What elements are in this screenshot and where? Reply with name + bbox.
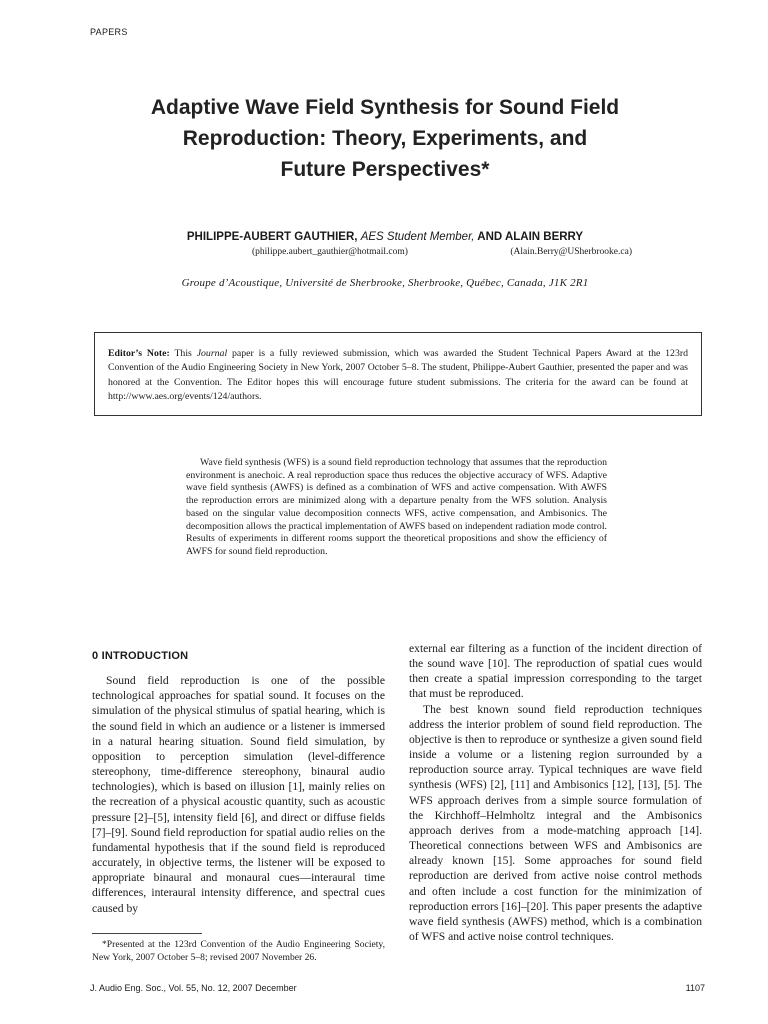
abstract-text: Wave field synthesis (WFS) is a sound field reproduction technology that assumes that the reproduction environment is anechoic. A real reproduction space thus reduces the objective accuracy of WFS. Adaptive wave field synthesis (AWFS) is defined as a combination of WFS and active compensation. With AWFS the reproduction errors are minimized along with a departure penalty from the WFS solution. Analysis based on the singular value decomposition connects WFS, active compensation, and Ambisonics. The decomposition allows the practical implementation of AWFS based on independent radiation mode control. Results of experiments in different rooms support the theoretical propositions and show the efficiency of AWFS for sound field reproduction. — [186, 457, 607, 557]
editors-note-label: Editor’s Note: — [108, 348, 170, 359]
running-head: PAPERS — [90, 27, 128, 37]
editors-note-journal: Journal — [196, 348, 228, 359]
institution: Groupe d’Acoustique, Université de Sherbrooke, Sherbrooke, Québec, Canada, J1K 2R1 — [181, 277, 589, 289]
left-column — [92, 641, 385, 916]
editors-note-pre: This — [174, 348, 192, 359]
author-1: PHILIPPE-AUBERT GAUTHIER, — [186, 231, 358, 243]
author-2: AND ALAIN BERRY — [477, 231, 584, 243]
abstract — [186, 457, 607, 559]
paper-title — [90, 92, 680, 185]
author-1-email: (philippe.aubert_gauthier@hotmail.com) — [252, 247, 408, 257]
right-column — [409, 641, 702, 944]
footnote-divider — [92, 933, 202, 934]
footnote: *Presented at the 123rd Convention of the Audio Engineering Society, New York, 2007 October 5–8; revised 2007 November 26. — [92, 939, 385, 963]
title-line-3: Future Perspectives* — [280, 158, 490, 181]
author-1-membership: AES Student Member, — [360, 231, 475, 243]
intro-paragraph-continuation: external ear filtering as a function of the incident direction of the sound wave [10]. The reproduction of spatial cues would then create a spatial impression corresponding to the target that must be reproduced. — [409, 642, 702, 701]
author-2-email: (Alain.Berry@USherbrooke.ca) — [510, 247, 632, 257]
title-line-2: Reproduction: Theory, Experiments, and — [182, 127, 588, 150]
page-number: 1107 — [685, 983, 705, 993]
editors-note-box — [94, 332, 702, 416]
intro-paragraph-1: Sound field reproduction is one of the possible technological approaches for spatial sound. It focuses on the simulation of the physical stimulus of spatial hearing, which is the sound field in which an audience or a listener is immersed in a natural hearing situation. Sound field simulation, by opposition to perception simulation (level-difference stereophony, time-difference stereophony, binaural audio technologies), which is based on illusion [1], mainly relies on the recreation of a physical acoustic quantity, such as acoustic pressure [2]–[5], intensity field [6], and direct or diffuse fields [7]–[9]. Sound field reproduction for spatial audio relies on the fundamental hypothesis that if the sound field is reproduced accurately, in objective terms, the listener will be exposed to appropriate binaural and monaural cues—interaural time differences, interaural intensity difference, and spectral cues caused by — [92, 674, 385, 915]
footer-citation: J. Audio Eng. Soc., Vol. 55, No. 12, 2007 December — [90, 983, 297, 993]
intro-paragraph-2: The best known sound field reproduction techniques address the interior problem of sound field reproduction. The objective is then to reproduce or synthesize a given sound field inside a volume or a listening region surrounded by a reproduction source array. Typical techniques are wave field synthesis (WFS) [2], [11] and Ambisonics [12], [13], [5]. The WFS approach derives from a simple source formulation of the Kirchhoff–Helmholtz integral and the Ambisonics approach derives from a mode-matching approach [14]. Theoretical connections between WFS and Ambisonics are already known [15]. Some approaches for sound field reproduction are derived from active noise control methods and often include a cost function for the minimization of reproduction errors [16]–[20]. This paper presents the adaptive wave field synthesis (AWFS) method, which is a combination of WFS and active noise control techniques. — [409, 702, 702, 943]
section-heading: 0 INTRODUCTION — [92, 650, 189, 662]
author-line — [90, 231, 680, 243]
title-line-1: Adaptive Wave Field Synthesis for Sound Field — [150, 96, 620, 119]
editors-note-body: paper is a fully reviewed submission, which was awarded the Student Technical Papers Award at the 123rd Convention of the Audio Engineering Society in New York, 2007 October 5–8. The student, Philippe-Aubert Gauthier, presented the paper and was honored at the Convention. The Editor hopes this will encourage future student submissions. The criteria for the award can be found at http://www.aes.org/events/124/authors. — [108, 348, 689, 402]
